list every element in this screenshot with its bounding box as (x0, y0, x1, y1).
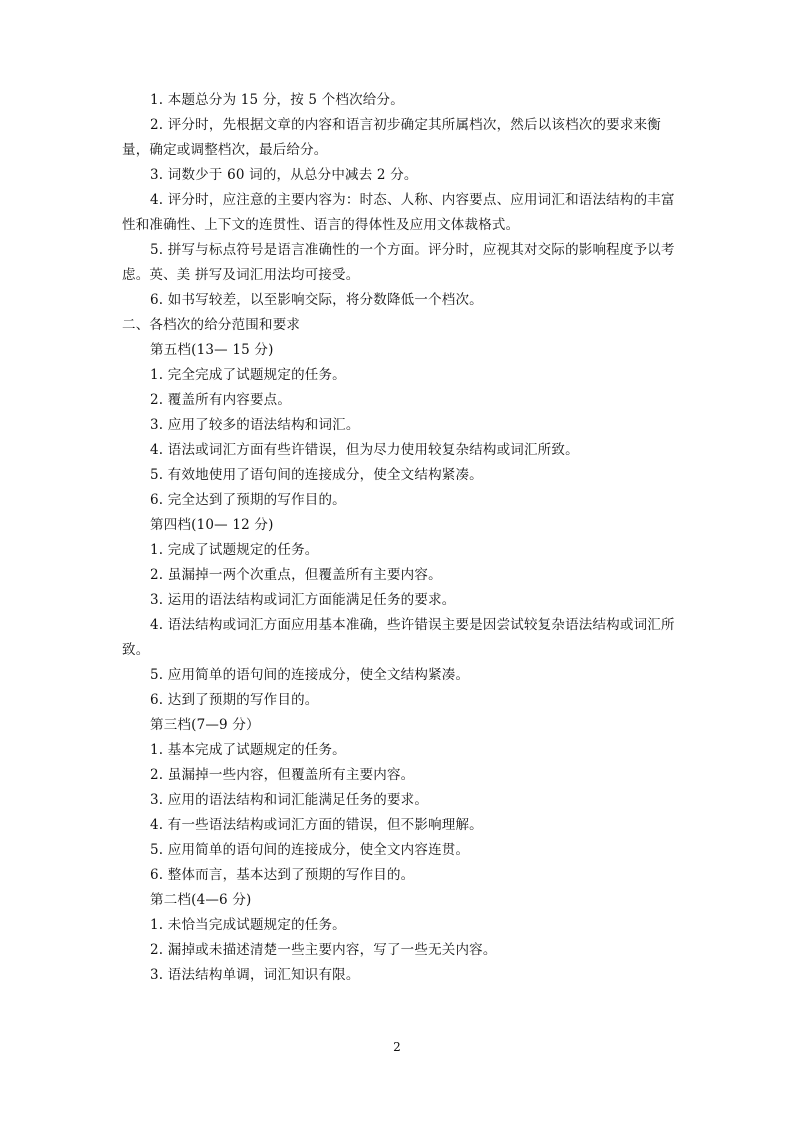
document-body (122, 88, 682, 988)
paragraph: 第三档(7—9 分） (150, 717, 260, 733)
paragraph: 3. 运用的语法结构或词汇方面能满足任务的要求。 (150, 592, 456, 608)
paragraph: 6. 达到了预期的写作目的。 (150, 692, 319, 708)
paragraph: 5. 有效地使用了语句间的连接成分，使全文结构紧凑。 (150, 467, 483, 483)
paragraph: 5. 应用简单的语句间的连接成分，使全文内容连贯。 (150, 842, 470, 858)
paragraph: 4. 评分时，应注意的主要内容为：时态、人称、内容要点、应用词汇和语法结构的丰富性和准确性、上下文的连贯性、语言的得体性及应用文体裁格式。 (122, 192, 675, 233)
page-number: 2 (393, 1040, 401, 1054)
paragraph: 4. 有一些语法结构或词汇方面的错误，但不影响理解。 (150, 817, 483, 833)
paragraph: 2. 评分时，先根据文章的内容和语言初步确定其所属档次，然后以该档次的要求来衡量，确定或调整档次，最后给分。 (122, 117, 661, 158)
paragraph: 6. 完全达到了预期的写作目的。 (150, 492, 346, 508)
paragraph: 2. 漏掉或未描述清楚一些主要内容，写了一些无关内容。 (150, 942, 497, 958)
paragraph: 二、各档次的给分范围和要求 (122, 317, 301, 333)
paragraph: 6. 整体而言，基本达到了预期的写作目的。 (150, 867, 415, 883)
paragraph: 5. 拼写与标点符号是语言准确性的一个方面。评分时，应视其对交际的影响程度予以考虑。英、美 拼写及词汇用法均可接受。 (122, 242, 675, 283)
paragraph: 1. 基本完成了试题规定的任务。 (150, 742, 346, 758)
paragraph: 3. 语法结构单调，词汇知识有限。 (150, 967, 360, 983)
paragraph: 第五档(13— 15 分) (150, 342, 274, 358)
paragraph: 第二档(4—6 分) (150, 892, 252, 908)
paragraph: 2. 虽漏掉一两个次重点，但覆盖所有主要内容。 (150, 567, 442, 583)
paragraph: 1. 完全完成了试题规定的任务。 (150, 367, 346, 383)
paragraph: 1. 未恰当完成试题规定的任务。 (150, 917, 346, 933)
paragraph: 3. 应用的语法结构和词汇能满足任务的要求。 (150, 792, 429, 808)
paragraph: 2. 覆盖所有内容要点。 (150, 392, 292, 408)
paragraph: 第四档(10— 12 分) (150, 517, 274, 533)
paragraph: 2. 虽漏掉一些内容，但覆盖所有主要内容。 (150, 767, 415, 783)
paragraph: 4. 语法或词汇方面有些许错误，但为尽力使用较复杂结构或词汇所致。 (150, 442, 579, 458)
paragraph: 1. 完成了试题规定的任务。 (150, 542, 319, 558)
paragraph: 4. 语法结构或词汇方面应用基本准确，些许错误主要是因尝试较复杂语法结构或词汇所致。 (122, 617, 675, 658)
paragraph: 6. 如书写较差，以至影响交际，将分数降低一个档次。 (150, 292, 483, 308)
paragraph: 3. 词数少于 60 词的，从总分中减去 2 分。 (150, 167, 418, 183)
paragraph: 5. 应用简单的语句间的连接成分，使全文结构紧凑。 (150, 667, 470, 683)
paragraph: 1. 本题总分为 15 分，按 5 个档次给分。 (150, 92, 404, 108)
paragraph: 3. 应用了较多的语法结构和词汇。 (150, 417, 360, 433)
